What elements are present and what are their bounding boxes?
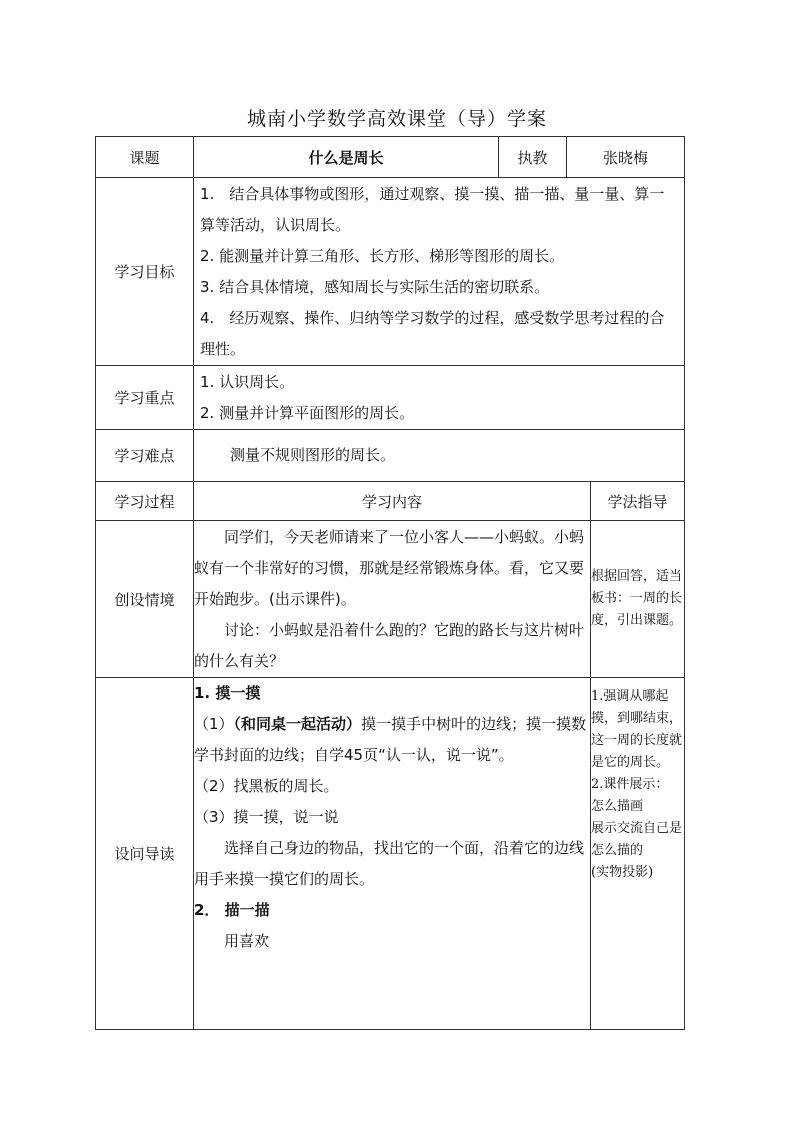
guided-item-3: （3）摸一摸，说一说 bbox=[194, 808, 339, 826]
guided-guide-1: 1.强调从哪起摸，到哪结束，这一周的长度就是它的周长。 bbox=[591, 689, 683, 770]
guided-item-1 bbox=[194, 709, 590, 771]
guided-heading-1: 1. 摸一摸 bbox=[194, 684, 261, 702]
header-row bbox=[96, 137, 685, 178]
key-points-label: 学习重点 bbox=[96, 366, 194, 430]
key-points-content bbox=[194, 366, 685, 430]
difficulty-row bbox=[96, 430, 685, 482]
goals-content bbox=[194, 178, 685, 366]
guided-guide-4: 展示交流自己是怎么描的 bbox=[591, 821, 683, 858]
guided-content bbox=[194, 678, 591, 1030]
situation-guide: 根据回答，适当板书：一周的长度，引出课题。 bbox=[591, 521, 685, 678]
guided-item-1-num: （1） bbox=[194, 715, 234, 733]
guided-heading-2: 2． 描一描 bbox=[194, 901, 270, 919]
teacher-value: 张晓梅 bbox=[567, 137, 685, 178]
process-col2: 学习内容 bbox=[194, 482, 591, 521]
goal-item-1: 1. 结合具体事物或图形，通过观察、摸一摸、描一描、量一量、算一算等活动，认识周长。 bbox=[200, 184, 665, 234]
process-col3: 学法指导 bbox=[591, 482, 685, 521]
situation-para-2: 讨论：小蚂蚁是沿着什么跑的？它跑的路长与这片树叶的什么有关？ bbox=[194, 620, 585, 670]
difficulty-content bbox=[194, 430, 685, 482]
guided-label: 设问导读 bbox=[96, 678, 194, 1030]
lesson-plan-table bbox=[95, 136, 685, 1030]
difficulty-text: 测量不规则图形的周长。 bbox=[230, 446, 396, 464]
goals-row bbox=[96, 178, 685, 366]
guided-item-1-bold: （和同桌一起活动） bbox=[233, 715, 362, 733]
guided-guide bbox=[591, 678, 685, 1030]
page-title: 城南小学数学高效课堂（导）学案 bbox=[246, 108, 547, 130]
goals-label: 学习目标 bbox=[96, 178, 194, 366]
goal-item-3: 3. 结合具体情境，感知周长与实际生活的密切联系。 bbox=[200, 277, 550, 296]
situation-content bbox=[194, 521, 591, 678]
guided-item-1-text: 摸一摸手中树叶的边线；摸一摸数学书封面的边线；自学45页“认一认，说一说”。 bbox=[194, 715, 587, 764]
key-point-2: 2. 测量并计算平面图形的周长。 bbox=[200, 403, 415, 422]
situation-para-1: 同学们，今天老师请来了一位小客人——小蚂蚁。小蚂蚁有一个非常好的习惯，那就是经常锻炼身体。看，它又要开始跑步。(出示课件)。 bbox=[194, 527, 585, 608]
process-col1: 学习过程 bbox=[96, 482, 194, 521]
guided-guide-3: 怎么描画 bbox=[591, 799, 644, 814]
goal-item-4: 4. 经历观察、操作、归纳等学习数学的过程，感受数学思考过程的合理性。 bbox=[200, 308, 665, 358]
guided-guide-5: (实物投影) bbox=[591, 865, 654, 880]
key-point-1: 1. 认识周长。 bbox=[200, 372, 295, 391]
process-header-row bbox=[96, 482, 685, 521]
guided-row bbox=[96, 678, 685, 1030]
key-points-row bbox=[96, 366, 685, 430]
guided-item-2: （2）找黑板的周长。 bbox=[194, 777, 339, 795]
topic-value: 什么是周长 bbox=[194, 137, 499, 178]
situation-label: 创设情境 bbox=[96, 521, 194, 678]
topic-label: 课题 bbox=[96, 137, 194, 178]
difficulty-label: 学习难点 bbox=[96, 430, 194, 482]
situation-row bbox=[96, 521, 685, 678]
guided-item-3-detail: 选择自己身边的物品，找出它的一个面，沿着它的边线用手来摸一摸它们的周长。 bbox=[194, 839, 585, 888]
goal-item-2: 2. 能测量并计算三角形、长方形、梯形等图形的周长。 bbox=[200, 246, 565, 265]
guided-guide-2: 2.课件展示： bbox=[591, 777, 669, 792]
teacher-label: 执教 bbox=[499, 137, 567, 178]
guided-item-4: 用喜欢 bbox=[224, 932, 270, 950]
